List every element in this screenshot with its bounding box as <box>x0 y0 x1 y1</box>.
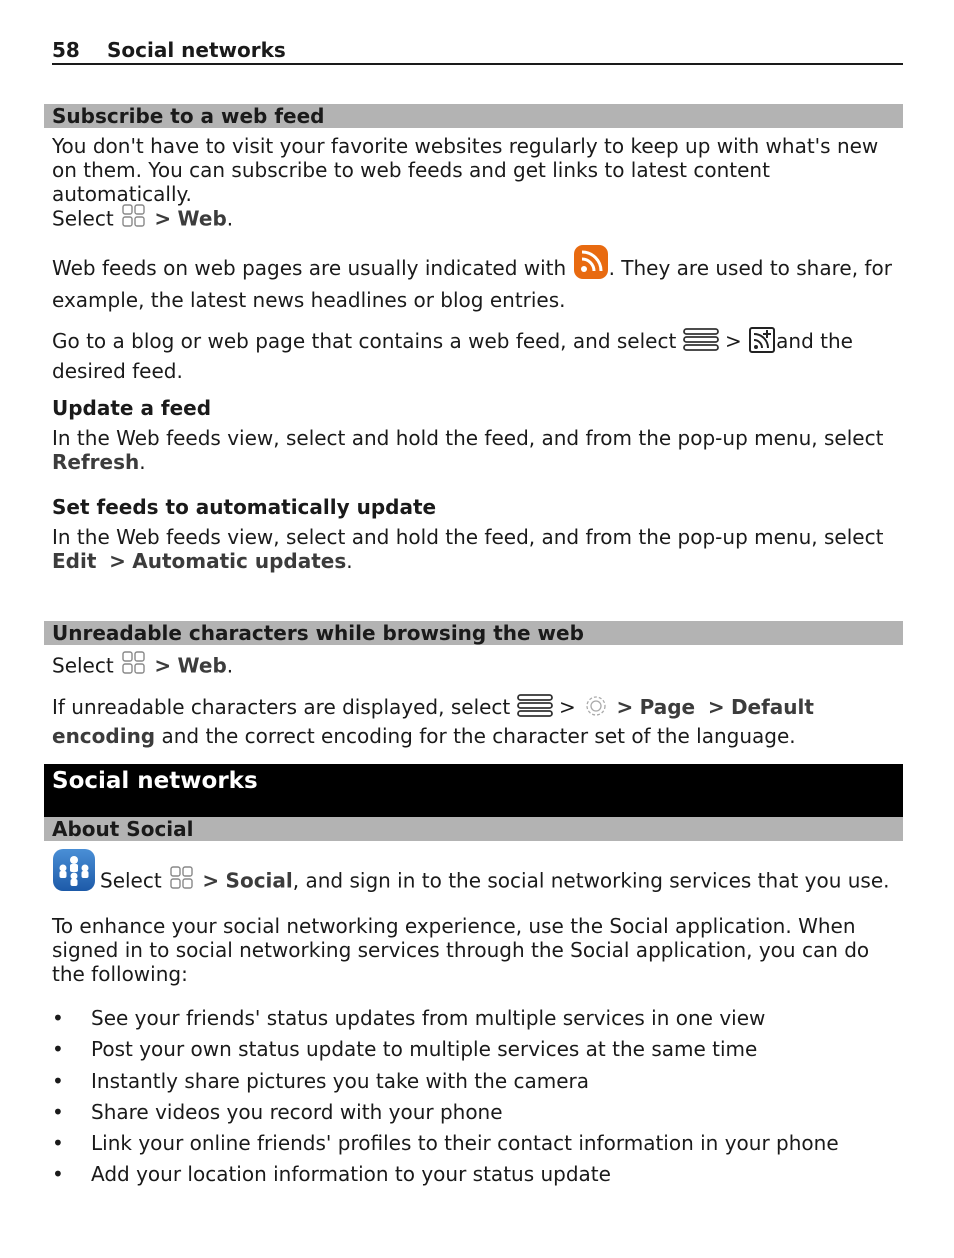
subscribe-feed-icon <box>748 326 776 359</box>
settings-gear-icon <box>582 693 610 724</box>
select-word: Select <box>52 653 114 678</box>
separator: > <box>707 695 725 719</box>
period: . <box>226 206 234 231</box>
separator: > <box>725 329 742 353</box>
rss-icon <box>573 244 609 287</box>
goto-text-b: and the desired feed. <box>52 329 853 383</box>
list-item-text: See your friends' status updates from multiple services in one view <box>91 1006 766 1030</box>
subscribe-intro: You don't have to visit your favorite websites regularly to keep up with what's new on them. You can subscribe to web feeds and get links to latest content automatically. <box>52 134 879 206</box>
list-item-text: Post your own status update to multiple services at the same time <box>91 1037 758 1061</box>
goto-text-a: Go to a blog or web page that contains a web feed, and select <box>52 329 677 353</box>
bullet-dot: • <box>52 1037 64 1061</box>
select-social-rest: , and sign in to the social networking services that you use. <box>292 868 890 893</box>
update-text: In the Web feeds view, select and hold the feed, and from the pop-up menu, select <box>52 426 884 450</box>
page-header <box>52 37 903 65</box>
menu-grid-icon <box>120 649 148 685</box>
list-item-text: Share videos you record with your phone <box>91 1100 503 1124</box>
chapter-title: Social networks <box>107 38 286 62</box>
select-web-line-2 <box>52 649 903 685</box>
page-label: Page <box>639 695 696 719</box>
select-web-line <box>52 202 903 238</box>
select-social-line <box>100 864 903 900</box>
unreadable-text <box>52 693 903 748</box>
bullet-dot: • <box>52 1162 64 1186</box>
auto-update-heading: Set feeds to automatically update <box>52 495 437 519</box>
automatic-updates-label: Automatic updates <box>132 549 347 573</box>
refresh-label: Refresh <box>52 450 140 474</box>
feeds-text-b: . They are used to share, for example, the latest news headlines or blog entries. <box>52 256 892 312</box>
separator: > <box>202 868 220 893</box>
unread-text-a: If unreadable characters are displayed, select <box>52 695 511 719</box>
list-item-text: Link your online friends' profiles to their contact information in your phone <box>91 1131 839 1155</box>
select-word: Select <box>52 206 114 231</box>
menu-grid-icon <box>120 202 148 238</box>
update-feed-heading: Update a feed <box>52 396 212 420</box>
separator: > <box>558 695 576 719</box>
social-label: Social <box>225 868 293 893</box>
period: . <box>139 450 146 474</box>
social-app-icon <box>52 848 96 896</box>
period: . <box>346 549 353 573</box>
default-encoding-label: Default encoding <box>52 695 814 748</box>
page-number: 58 <box>52 38 80 62</box>
auto-text: In the Web feeds view, select and hold the feed, and from the pop-up menu, select <box>52 525 884 549</box>
enhance-text: To enhance your social networking experience, use the Social application. When signed in to social networking services through the Social application, you can do the following: <box>52 914 870 986</box>
separator: > <box>109 549 126 573</box>
feeds-indicated-text <box>52 252 903 314</box>
bullet-dot: • <box>52 1131 64 1155</box>
bullet-dot: • <box>52 1069 64 1093</box>
separator: > <box>616 695 634 719</box>
options-menu-icon <box>683 327 719 358</box>
separator: > <box>154 653 172 678</box>
goto-blog-text <box>52 326 903 383</box>
bullet-dot: • <box>52 1100 64 1124</box>
web-label: Web <box>177 653 227 678</box>
list-item-text: Instantly share pictures you take with the camera <box>91 1069 590 1093</box>
feeds-text-a: Web feeds on web pages are usually indicated with <box>52 256 567 280</box>
separator: > <box>154 206 172 231</box>
section-heading-about-social: About Social <box>44 817 903 841</box>
unread-text-b: and the correct encoding for the character set of the language. <box>161 724 796 748</box>
edit-label: Edit <box>52 549 97 573</box>
update-feed-text <box>52 426 903 474</box>
section-heading-unreadable: Unreadable characters while browsing the web <box>44 621 903 645</box>
bullet-dot: • <box>52 1006 64 1030</box>
chapter-heading-social: Social networks <box>44 764 903 817</box>
web-label: Web <box>177 206 227 231</box>
list-item-text: Add your location information to your status update <box>91 1162 611 1186</box>
period: . <box>226 653 234 678</box>
options-menu-icon <box>517 693 553 724</box>
section-heading-subscribe: Subscribe to a web feed <box>44 104 903 128</box>
menu-grid-icon <box>168 864 196 900</box>
auto-update-text <box>52 525 903 573</box>
select-word: Select <box>100 868 162 893</box>
